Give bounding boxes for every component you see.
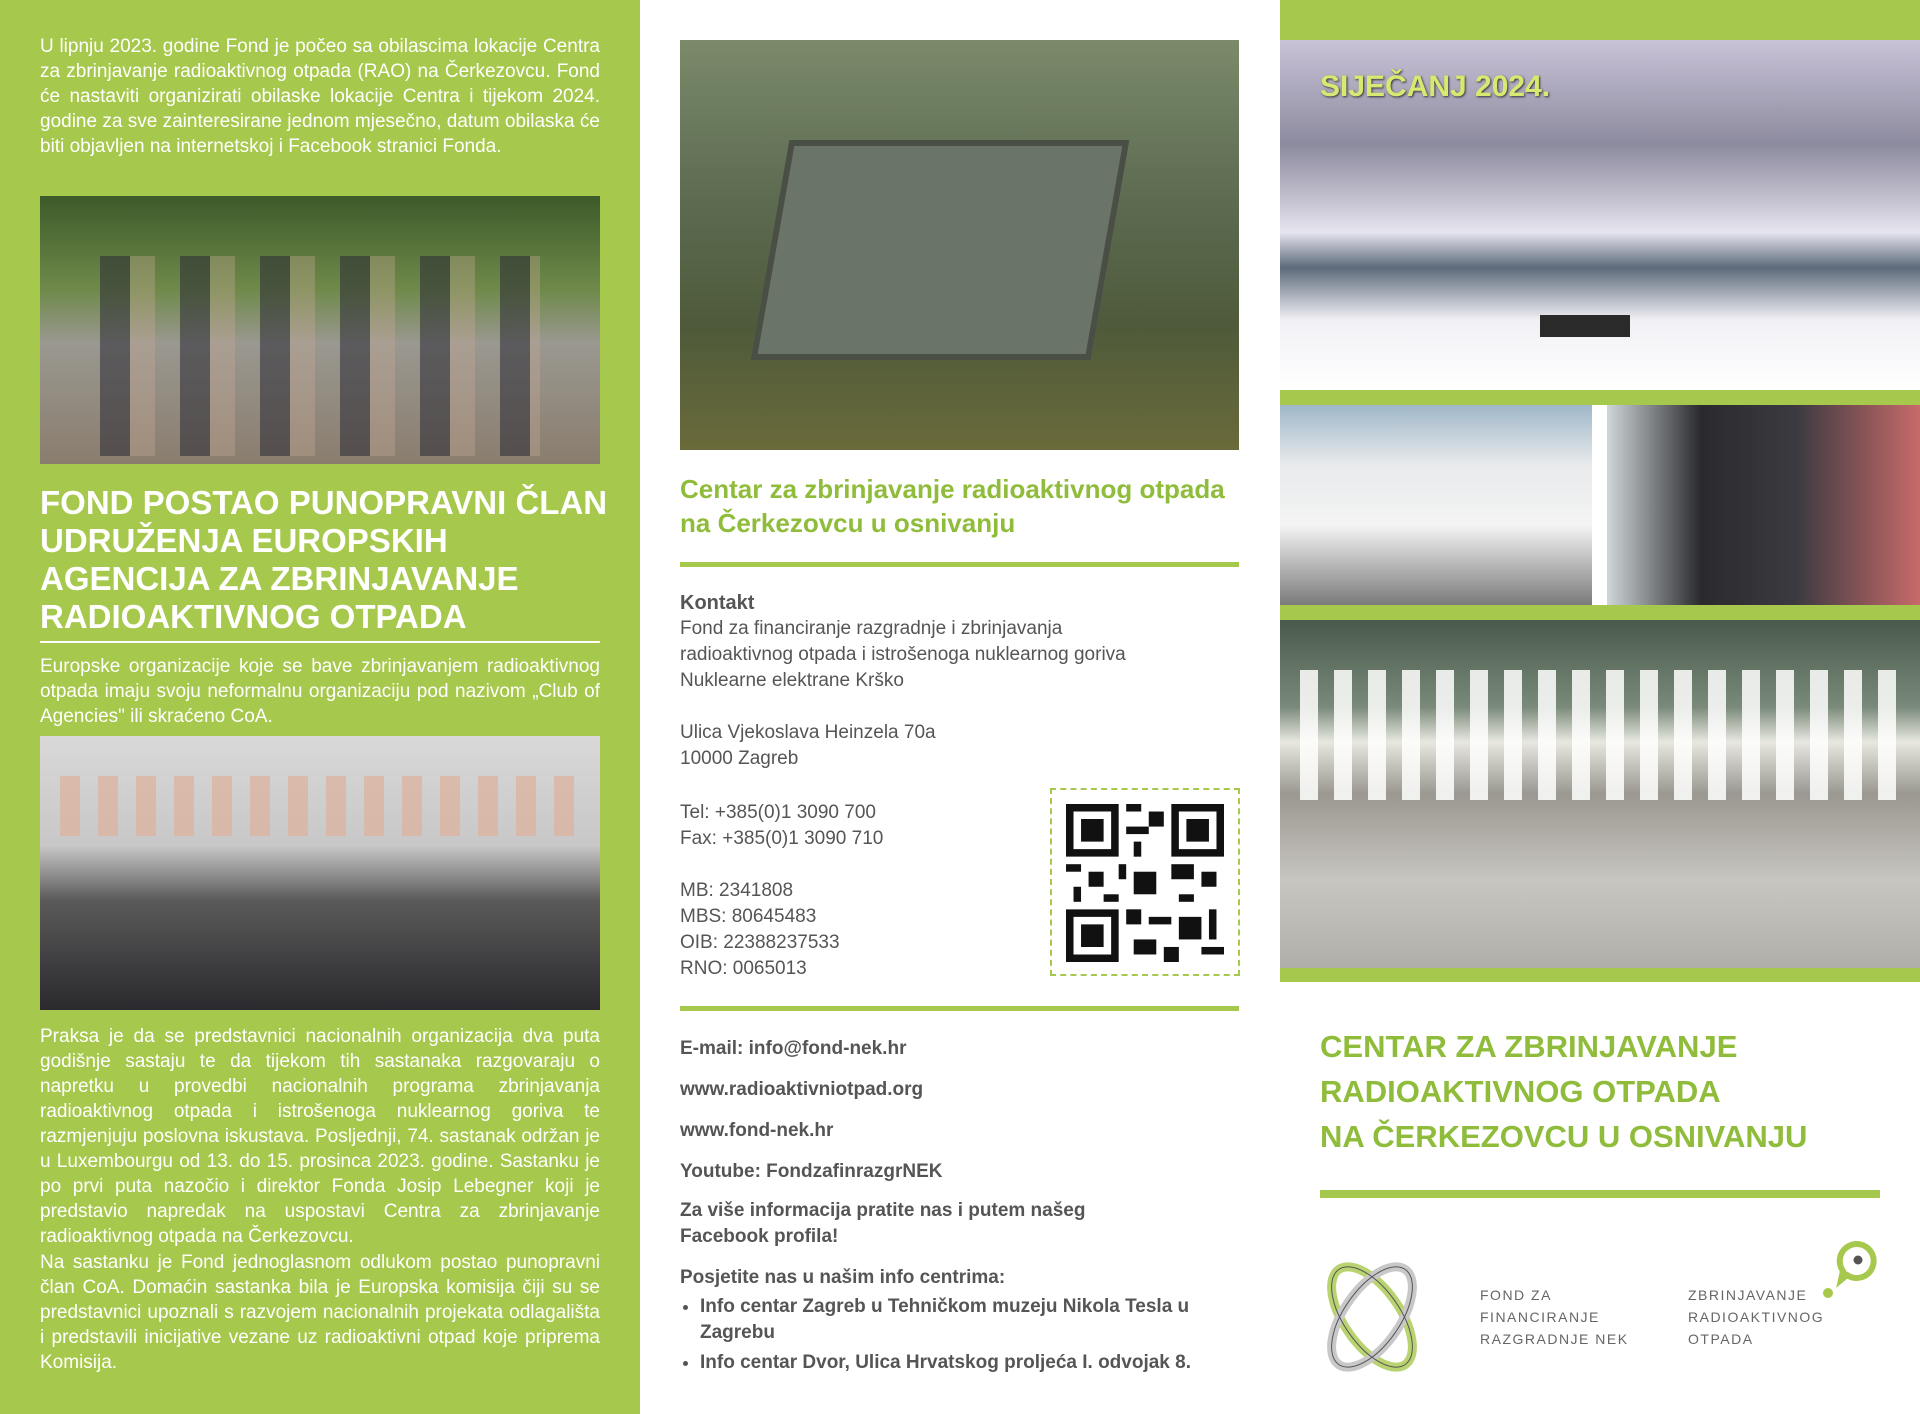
address-line: 10000 Zagreb — [680, 748, 799, 769]
org-line: radioaktivnog otpada i istrošenoga nuklearnog goriva — [680, 644, 1126, 665]
speech-bubble-logo-icon — [1820, 1240, 1880, 1300]
divider — [40, 641, 600, 643]
title-line: RADIOAKTIVNOG OTPADA — [1320, 1074, 1721, 1109]
id-line: MB: 2341808 — [680, 880, 794, 901]
fond-nek-logo-icon — [1315, 1260, 1430, 1375]
coa-paragraph: Europske organizacije koje se bave zbrinjavanjem radioaktivnog otpada imaju svoju neformalnu organizaciju pod nazivom „Club of Agencies" ili skraćeno CoA. — [40, 656, 600, 727]
middle-panel — [640, 0, 1280, 1414]
zbrinjavanje-logo-text — [1688, 1284, 1824, 1350]
group-photo — [40, 736, 600, 1010]
title-line: NA ČERKEZOVCU U OSNIVANJU — [1320, 1119, 1808, 1154]
intro-paragraph: U lipnju 2023. godine Fond je počeo sa obilascima lokacije Centra za zbrinjavanje radioaktivnog otpada (RAO) na Čerkezovcu. Fond će nastaviti organizirati obilaske lokacije Centra i tijekom 2024. godine za sve zainteresirane jednom mjesečno, datum obilaska će biti objavljen na internetskoj i Facebook stranici Fonda. — [40, 36, 600, 157]
membership-headline: FOND POSTAO PUNOPRAVNI ČLAN UDRUŽENJA EUROPSKIH AGENCIJA ZA ZBRINJAVANJE RADIOAKTIVNOG OTPADA — [40, 484, 608, 635]
org-line: Fond za financiranje razgradnje i zbrinjavanja — [680, 618, 1063, 639]
qr-code-icon — [1066, 804, 1224, 962]
title-line: CENTAR ZA ZBRINJAVANJE — [1320, 1029, 1738, 1064]
divider — [680, 1006, 1239, 1011]
facebook-note: Za više informacija pratite nas i putem našeg Facebook profila! — [680, 1200, 1086, 1247]
phone: Tel: +385(0)1 3090 700 — [680, 802, 876, 823]
qr-code[interactable] — [1050, 788, 1240, 976]
divider — [680, 562, 1239, 567]
green-band — [1280, 0, 1920, 40]
storage-facility-photo — [1280, 620, 1920, 968]
logo-line: OTPADA — [1688, 1331, 1754, 1347]
info-center-item: • Info centar Dvor, Ulica Hrvatskog proljeća I. odvojak 8. — [700, 1350, 1220, 1376]
logo-line: RAZGRADNJE NEK — [1480, 1331, 1629, 1347]
fond-logo-text — [1480, 1284, 1629, 1350]
org-line: Nuklearne elektrane Krško — [680, 670, 904, 691]
website-link-radioaktivniotpad[interactable]: www.radioaktivniotpad.org — [680, 1079, 924, 1100]
photo-caption: SIJEČANJ 2024. — [1320, 70, 1551, 103]
logo-line: RADIOAKTIVNOG — [1688, 1309, 1825, 1325]
center-subtitle: Centar za zbrinjavanje radioaktivnog otpada na Čerkezovcu u osnivanju — [680, 474, 1225, 538]
winter-river-photo — [1280, 40, 1920, 390]
fax: Fax: +385(0)1 3090 710 — [680, 828, 884, 849]
address-line: Ulica Vjekoslava Heinzela 70a — [680, 722, 936, 743]
info-center-item: • Info centar Zagreb u Tehničkom muzeju Nikola Tesla u Zagrebu — [700, 1294, 1220, 1346]
visitors-photo — [1607, 405, 1920, 605]
center-title — [1320, 1024, 1807, 1159]
left-panel — [0, 0, 640, 1414]
id-line: RNO: 0065013 — [680, 958, 807, 979]
info-centers-list — [680, 1294, 1220, 1376]
divider — [1320, 1190, 1880, 1198]
contact-heading: Kontakt — [680, 592, 755, 614]
site-visit-photo — [40, 196, 600, 464]
green-band — [1280, 605, 1920, 620]
website-link-fond-nek[interactable]: www.fond-nek.hr — [680, 1120, 834, 1141]
logo-line: FINANCIRANJE — [1480, 1309, 1600, 1325]
meeting-paragraph: Praksa je da se predstavnici nacionalnih organizacija dva puta godišnje sastaju te da tijekom tih sastanaka razgovaraju o napretku u provedbi nacionalnih programa zbrinjavanja radioaktivnog otpada i istrošenoga nuklearnog goriva te razmjenjuju poslovna iskustava. Posljednji, 74. sastanak održan je u Luxembourgu od 13. do 15. prosinca 2023. godine. Sastanku je po prvi puta nazočio i direktor Fonda Josip Lebegner koji je predstavio napredak na uspostavi Centra za zbrinjavanje radioaktivnog otpada na Čerkezovcu. — [40, 1026, 600, 1247]
green-band — [1280, 968, 1920, 982]
info-centers-heading: Posjetite nas u našim info centrima: — [680, 1267, 1006, 1288]
logo-line: ZBRINJAVANJE — [1688, 1287, 1808, 1303]
demining-machine-photo — [680, 40, 1239, 450]
mammography-van-photo — [1280, 405, 1592, 605]
bench — [1540, 315, 1630, 337]
id-line: MBS: 80645483 — [680, 906, 817, 927]
membership-paragraph: Na sastanku je Fond jednoglasnom odlukom postao punopravni član CoA. Domaćin sastanka bila je Europska komisija čiji su se predstavnici upoznali s razvojem nacionalnih projekata odlagališta i predstavili inicijative vezane uz radioaktivni otpad koje priprema Komisija. — [40, 1252, 600, 1373]
email-link[interactable]: E-mail: info@fond-nek.hr — [680, 1038, 907, 1059]
logo-line: FOND ZA — [1480, 1287, 1552, 1303]
green-band — [1280, 390, 1920, 405]
youtube-link[interactable]: Youtube: FondzafinrazgrNEK — [680, 1161, 943, 1182]
right-panel — [1280, 0, 1920, 1414]
id-line: OIB: 22388237533 — [680, 932, 840, 953]
